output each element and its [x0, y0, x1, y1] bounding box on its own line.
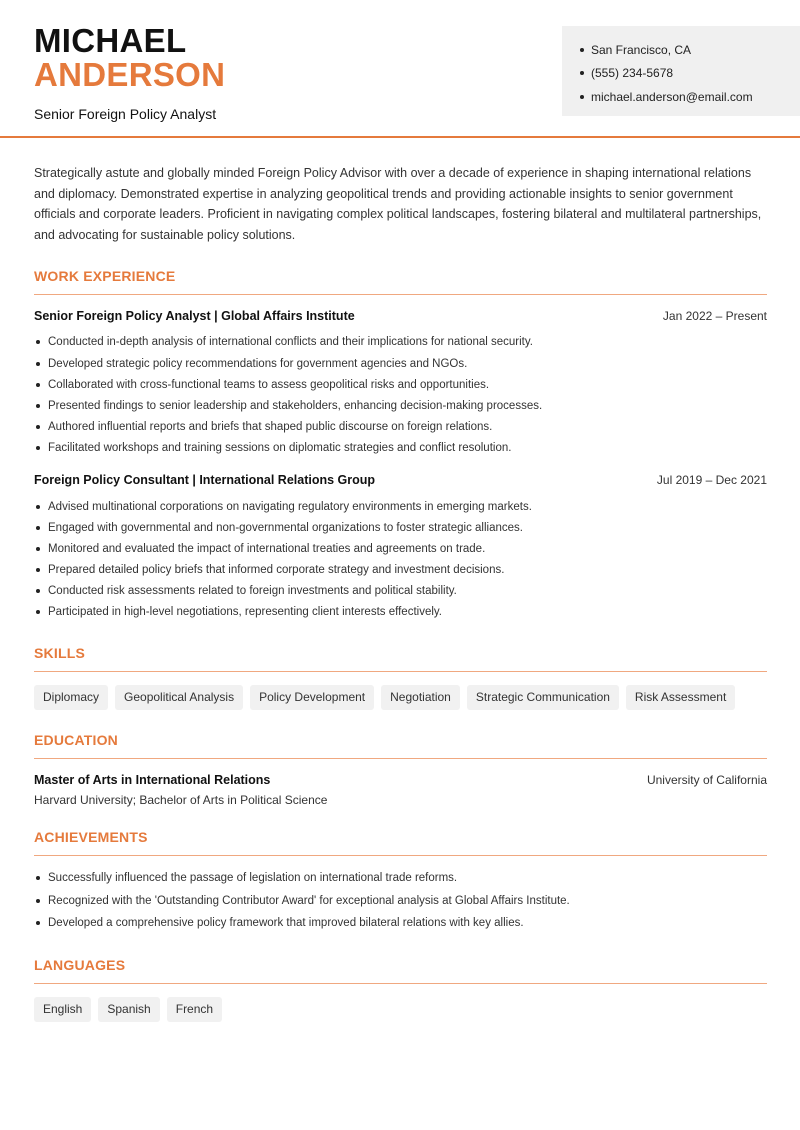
bullet-icon [36, 547, 40, 551]
list-item [34, 353, 767, 374]
list-item [34, 496, 767, 517]
list-item-text: Conducted in-depth analysis of international conflicts and their implications for national security. [48, 336, 533, 349]
bullet-icon [36, 526, 40, 530]
bullet-icon [36, 446, 40, 450]
bullet-icon [36, 876, 40, 880]
bullet-icon [36, 568, 40, 572]
last-name: ANDERSON [34, 56, 226, 93]
list-item [34, 581, 767, 602]
bullet-icon [36, 505, 40, 509]
skill-chip: Geopolitical Analysis [115, 685, 243, 710]
list-item [34, 517, 767, 538]
skill-chip: Policy Development [250, 685, 374, 710]
list-item-text: Conducted risk assessments related to foreign investments and political stability. [48, 585, 457, 598]
skill-chip: Negotiation [381, 685, 460, 710]
location-text: San Francisco, CA [591, 42, 692, 57]
bullet-icon [580, 95, 584, 99]
achievements-section [34, 829, 767, 935]
bullet-icon [36, 425, 40, 429]
education-school: University of California [646, 773, 767, 788]
job-header [34, 473, 767, 487]
list-item [34, 374, 767, 395]
list-item [34, 867, 767, 890]
list-item-text: Monitored and evaluated the impact of international treaties and agreements on trade. [48, 542, 486, 555]
list-item-text: Collaborated with cross-functional teams to assess geopolitical risks and opportunities. [48, 378, 490, 391]
list-item [34, 395, 767, 416]
job-title: Senior Foreign Policy Analyst [34, 106, 217, 122]
section-title: LANGUAGES [34, 957, 767, 984]
summary-paragraph: Strategically astute and globally minded Foreign Policy Advisor with over a decade of experience in shaping international relations and diplomacy. Demonstrated expertise in analyzing geopolitical trends and providing actionable insights to senior government officials and corporate leaders. Proficient in navigating complex political landscapes, fostering bilateral and multilateral partnerships, and advocating for sustainable policy solutions. [34, 166, 762, 243]
contact-box [562, 26, 800, 116]
list-item [34, 538, 767, 559]
bullet-icon [36, 899, 40, 903]
education-detail: Harvard University; Bachelor of Arts in Political Science [34, 793, 328, 808]
language-chip: English [34, 997, 91, 1022]
education-section [34, 732, 767, 807]
job-bullets [34, 496, 767, 623]
bullet-icon [36, 610, 40, 614]
bullet-icon [36, 921, 40, 925]
bullet-icon [36, 362, 40, 366]
resume-body [34, 163, 767, 1022]
skills-section [34, 645, 767, 710]
list-item [34, 890, 767, 913]
bullet-icon [36, 589, 40, 593]
resume-header [0, 0, 800, 138]
list-item-text: Participated in high-level negotiations, representing client interests effectively. [48, 606, 442, 619]
list-item-text: Presented findings to senior leadership and stakeholders, enhancing decision-making processes. [48, 399, 543, 412]
skill-chip: Diplomacy [34, 685, 108, 710]
list-item-text: Authored influential reports and briefs that shaped public discourse on foreign relations. [48, 421, 493, 434]
job-date: Jul 2019 – Dec 2021 [656, 472, 767, 487]
skill-chip: Risk Assessment [626, 685, 735, 710]
job-role: Foreign Policy Consultant | International Relations Group [34, 472, 376, 487]
education-degree: Master of Arts in International Relations [34, 773, 271, 788]
language-chip: French [167, 997, 222, 1022]
list-item-text: Developed strategic policy recommendations for government agencies and NGOs. [48, 357, 468, 370]
contact-phone [580, 62, 800, 86]
list-item [34, 602, 767, 623]
job-header [34, 309, 767, 323]
list-item-text: Developed a comprehensive policy framework that improved bilateral relations with key allies. [48, 917, 524, 930]
education-row [34, 773, 767, 787]
phone-text: (555) 234-5678 [591, 66, 674, 81]
section-title: ACHIEVEMENTS [34, 829, 767, 856]
language-chip: Spanish [98, 997, 159, 1022]
list-item-text: Recognized with the 'Outstanding Contributor Award' for exceptional analysis at Global Affairs Institute. [48, 894, 570, 907]
language-chips [34, 997, 767, 1022]
skills-chips [34, 685, 767, 710]
list-item-text: Advised multinational corporations on navigating regulatory environments in emerging markets. [48, 500, 532, 513]
bullet-icon [36, 340, 40, 344]
job-bullets [34, 332, 767, 459]
name-block [34, 24, 225, 122]
list-item-text: Prepared detailed policy briefs that informed corporate strategy and investment decisions. [48, 564, 505, 577]
contact-email [580, 85, 800, 109]
bullet-icon [580, 71, 584, 75]
bullet-icon [36, 383, 40, 387]
first-name: MICHAEL [34, 22, 187, 59]
section-title: EDUCATION [34, 732, 767, 759]
achievement-bullets [34, 867, 767, 935]
contact-location [580, 38, 800, 62]
email-text: michael.anderson@email.com [591, 89, 753, 104]
list-item [34, 438, 767, 459]
list-item [34, 332, 767, 353]
list-item [34, 912, 767, 935]
section-title: WORK EXPERIENCE [34, 268, 767, 295]
languages-section [34, 957, 767, 1022]
list-item [34, 417, 767, 438]
bullet-icon [580, 48, 584, 52]
skill-chip: Strategic Communication [467, 685, 619, 710]
job-date: Jan 2022 – Present [662, 308, 767, 323]
list-item-text: Engaged with governmental and non-governmental organizations to foster strategic alliances. [48, 521, 523, 534]
job-role: Senior Foreign Policy Analyst | Global Affairs Institute [34, 308, 355, 323]
bullet-icon [36, 404, 40, 408]
list-item [34, 560, 767, 581]
list-item-text: Successfully influenced the passage of legislation on international trade reforms. [48, 872, 458, 885]
section-title: SKILLS [34, 645, 767, 672]
list-item-text: Facilitated workshops and training sessions on diplomatic strategies and conflict resolution. [48, 442, 512, 455]
work-experience-section [34, 268, 767, 623]
